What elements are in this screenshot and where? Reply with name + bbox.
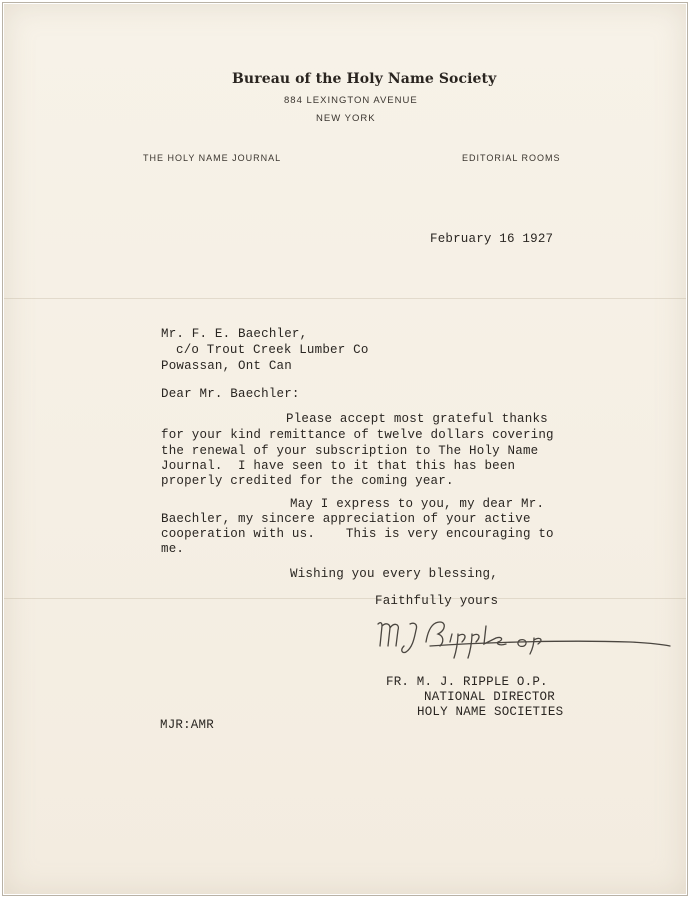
signatory-title: HOLY NAME SOCIETIES: [417, 705, 564, 719]
recipient-line: c/o Trout Creek Lumber Co: [176, 343, 369, 357]
body-line: for your kind remittance of twelve dollars covering: [161, 428, 554, 442]
body-line: the renewal of your subscription to The Holy Name: [161, 444, 539, 458]
paper-fold-line: [4, 598, 686, 599]
body-line: properly credited for the coming year.: [161, 474, 454, 488]
recipient-line: Powassan, Ont Can: [161, 359, 292, 373]
closing-valediction: Faithfully yours: [375, 594, 499, 608]
body-line: Baechler, my sincere appreciation of your active: [161, 512, 531, 526]
closing-wish: Wishing you every blessing,: [290, 567, 498, 581]
letterhead-org-name: Bureau of the Holy Name Society: [232, 71, 497, 87]
paper-fold-line: [4, 298, 686, 299]
reference-initials: MJR:AMR: [160, 718, 214, 732]
letterhead-address: 884 LEXINGTON AVENUE: [284, 95, 418, 106]
recipient-line: Mr. F. E. Baechler,: [161, 327, 308, 341]
salutation: Dear Mr. Baechler:: [161, 387, 300, 401]
letterhead-left-dept: THE HOLY NAME JOURNAL: [143, 153, 282, 163]
letterhead-right-dept: EDITORIAL ROOMS: [462, 153, 561, 163]
body-line: May I express to you, my dear Mr.: [290, 497, 545, 511]
letter-date: February 16 1927: [430, 232, 554, 246]
body-line: cooperation with us. This is very encouraging to: [161, 527, 554, 541]
body-line: me.: [161, 542, 185, 556]
body-line: Please accept most grateful thanks: [286, 412, 548, 426]
body-line: Journal. I have seen to it that this has been: [161, 459, 516, 473]
handwritten-signature: [370, 612, 680, 668]
signatory-title: NATIONAL DIRECTOR: [424, 690, 555, 704]
signatory-name: FR. M. J. RIPPLE O.P.: [386, 675, 548, 689]
letterhead-city: NEW YORK: [316, 113, 376, 124]
